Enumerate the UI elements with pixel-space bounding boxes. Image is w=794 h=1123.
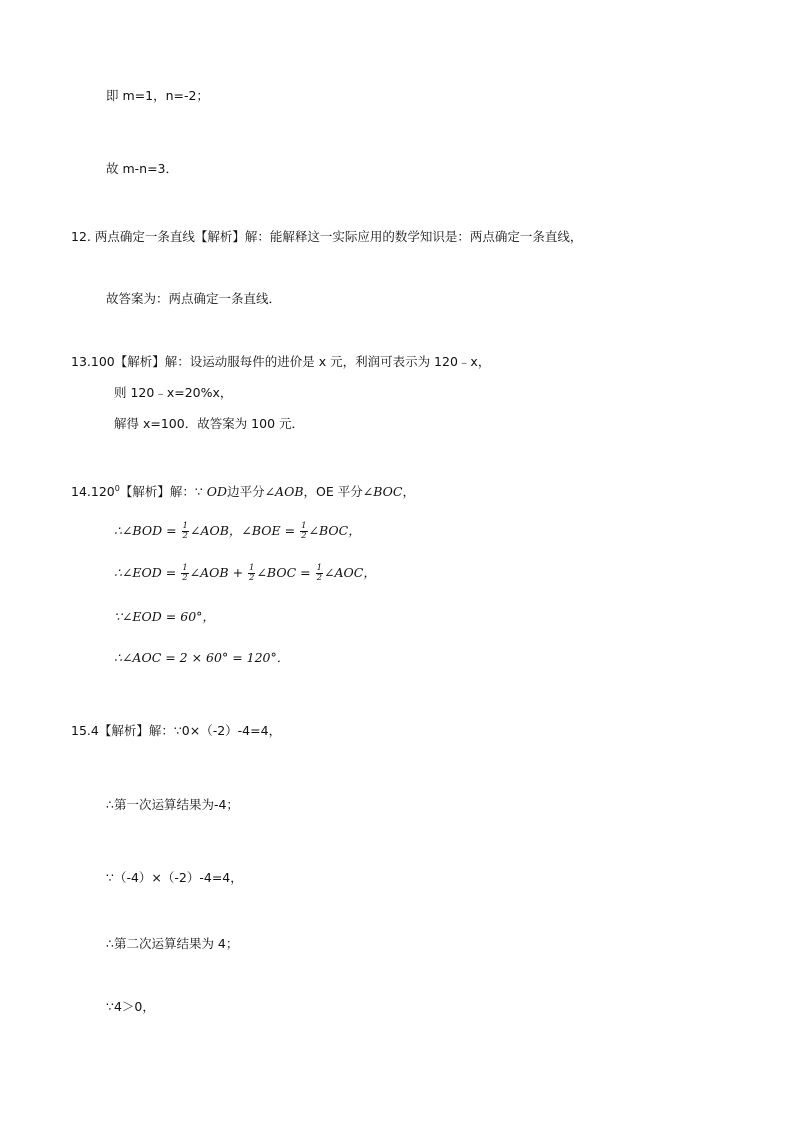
- denominator: 2: [301, 531, 307, 541]
- fraction-half: [248, 564, 255, 583]
- math-line: [114, 522, 361, 541]
- fraction-half: [316, 564, 323, 583]
- math-line: ∵∠EOD = 60°，: [114, 609, 215, 624]
- math-span: ∠AOB，∠BOE =: [189, 523, 300, 538]
- text-span: 【解析】解：∵: [119, 484, 207, 499]
- math-span: ∠BOC =: [256, 565, 315, 580]
- superscript: 0: [114, 483, 120, 493]
- text-line: ∴第一次运算结果为-4；: [106, 797, 239, 812]
- math-span: OD: [206, 484, 228, 499]
- text-span: 边平分: [227, 484, 265, 499]
- math-span: ∠AOB: [264, 484, 304, 499]
- math-span: ∴∠EOD =: [114, 565, 181, 580]
- text-span: ，: [402, 484, 415, 499]
- math-span: ∴∠BOD =: [114, 523, 181, 538]
- text-line: 解得 x=100．故答案为 100 元．: [114, 416, 305, 431]
- fraction-half: [300, 522, 307, 541]
- math-line: [114, 564, 376, 583]
- denominator: 2: [316, 573, 322, 583]
- math-span: ∠AOC，: [324, 565, 376, 580]
- math-line: ∴∠AOC = 2 × 60° = 120°．: [114, 650, 290, 665]
- text-line: 12. 两点确定一条直线【解析】解：能解释这一实际应用的数学知识是：两点确定一条直线，: [71, 229, 583, 244]
- text-line: 15.4【解析】解：∵0×（-2）-4=4，: [71, 723, 282, 738]
- text-span: ，OE 平分: [303, 484, 363, 499]
- math-span: ∠BOC: [362, 484, 403, 499]
- numerator: 1: [301, 521, 307, 531]
- text-line: 即 m=1，n=-2；: [106, 88, 209, 103]
- text-line: 故答案为：两点确定一条直线．: [106, 291, 282, 306]
- denominator: 2: [182, 531, 188, 541]
- fraction-half: [182, 522, 189, 541]
- fraction-half: [181, 564, 188, 583]
- text-line: 故 m-n=3．: [106, 161, 179, 176]
- text-line: ∴第二次运算结果为 4；: [106, 936, 239, 951]
- math-span: ∠BOC，: [308, 523, 361, 538]
- text-span: 14.120: [71, 484, 115, 499]
- text-line: 则 120﹣x=20%x，: [114, 385, 233, 400]
- numerator: 1: [182, 521, 188, 531]
- denominator: 2: [182, 573, 188, 583]
- math-span: ∠AOB +: [189, 565, 248, 580]
- problem-14-header: [71, 483, 415, 501]
- numerator: 1: [182, 563, 188, 573]
- numerator: 1: [316, 563, 322, 573]
- numerator: 1: [249, 563, 255, 573]
- denominator: 2: [249, 573, 255, 583]
- text-line: 13.100【解析】解：设运动服每件的进价是 x 元，利润可表示为 120﹣x，: [71, 354, 491, 369]
- text-line: ∵（-4）×（-2）-4=4，: [106, 870, 243, 885]
- text-line: ∵4＞0，: [106, 999, 155, 1014]
